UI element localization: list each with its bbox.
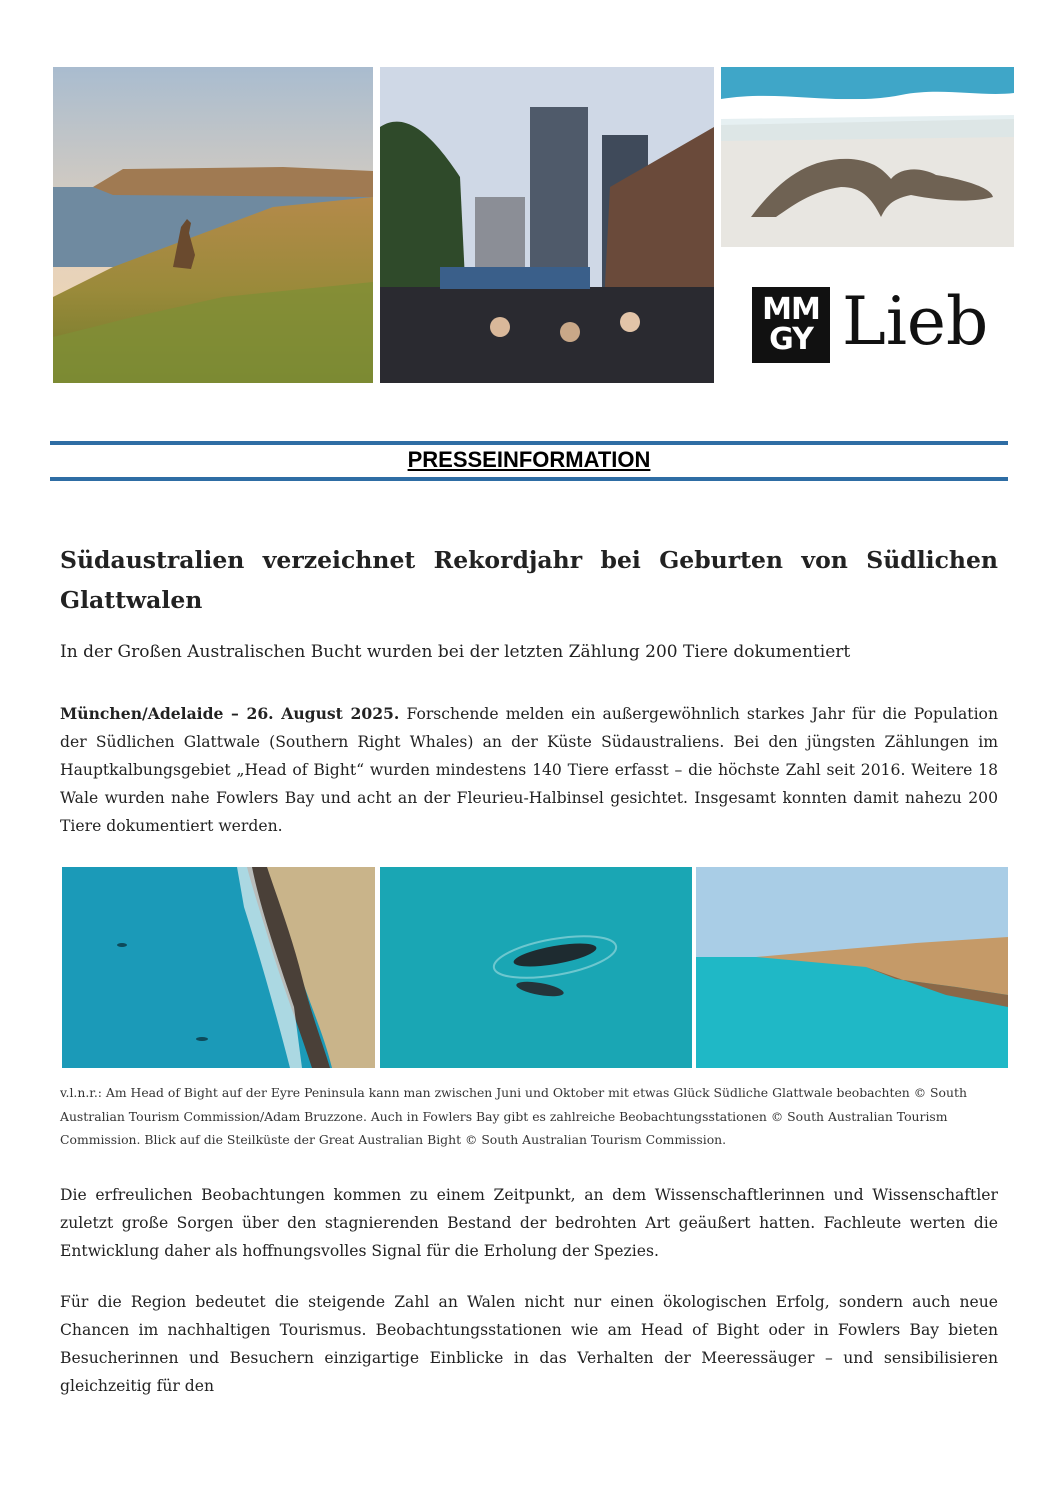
logo-word: Lieb: [842, 283, 989, 360]
sea-lions-photo: [721, 67, 1014, 247]
kangaroo-coast-photo: [53, 67, 373, 383]
logo-mark-top: MM: [762, 292, 820, 327]
whales-cliff-photo: [62, 867, 375, 1068]
logo-mark-bottom: GY: [769, 322, 813, 357]
mmgy-lieb-logo: [752, 283, 992, 367]
lead-text: Forschende melden ein außergewöhnlich starkes Jahr für die Population der Südlichen Glattwale (Southern Right Whales) an der Küste Südaustraliens. Bei den jüngsten Zählungen im Hauptkalbungsgebiet „Head of Bight“ wurden mindestens 140 Tiere erfasst – die höchste Zahl seit 2016. Weitere 18 Wale wurden nahe Fowlers Bay und acht an der Fleurieu-Halbinsel gesichtet. Insgesamt konnten damit nahezu 200 Tiere dokumentiert werden.: [60, 705, 998, 835]
paragraph-2: Die erfreulichen Beobachtungen kommen zu einem Zeitpunkt, an dem Wissenschaftlerinnen und Wissenschaftler zuletzt große Sorgen über den stagnierenden Bestand der bedrohten Art geäußert hatten. Fachleute werten die Entwicklung daher als hoffnungsvolles Signal für die Erholung der Spezies.: [60, 1186, 998, 1260]
article-headline: Südaustralien verzeichnet Rekordjahr bei Geburten von Südlichen Glattwalen: [60, 546, 998, 614]
header-rule-top: [50, 441, 1008, 445]
lead-paragraph: [60, 700, 998, 840]
dateline: München/Adelaide – 26. August 2025.: [60, 704, 400, 723]
bight-cliffs-photo: [696, 867, 1008, 1068]
whales-aerial-photo: [380, 867, 692, 1068]
paragraph-3: Für die Region bedeutet die steigende Zahl an Walen nicht nur einen ökologischen Erfolg, sondern auch neue Chancen im nachhaltigen Tourismus. Beobachtungsstationen wie am Head of Bight oder in Fowlers Bay bieten Besucherinnen und Besuchern einzigartige Einblicke in das Verhalten der Meeressäuger – und sensibilisieren gleichzeitig für den: [60, 1293, 998, 1395]
logo-mark: [752, 287, 830, 363]
header-rule-bottom: [50, 477, 1008, 481]
page-title: PRESSEINFORMATION: [407, 447, 651, 472]
adelaide-street-photo: [380, 67, 714, 383]
article-subhead: In der Großen Australischen Bucht wurden bei der letzten Zählung 200 Tiere dokumentiert: [60, 642, 851, 662]
photo-caption: v.l.n.r.: Am Head of Bight auf der Eyre Peninsula kann man zwischen Juni und Oktober mit etwas Glück Südliche Glattwale beobachten © South Australian Tourism Commission/Adam Bruzzone. Auch in Fowlers Bay gibt es zahlreiche Beobachtungsstationen © South Australian Tourism Commission. Blick auf die Steilküste der Great Australian Bight © South Australian Tourism Commission.: [60, 1085, 967, 1147]
